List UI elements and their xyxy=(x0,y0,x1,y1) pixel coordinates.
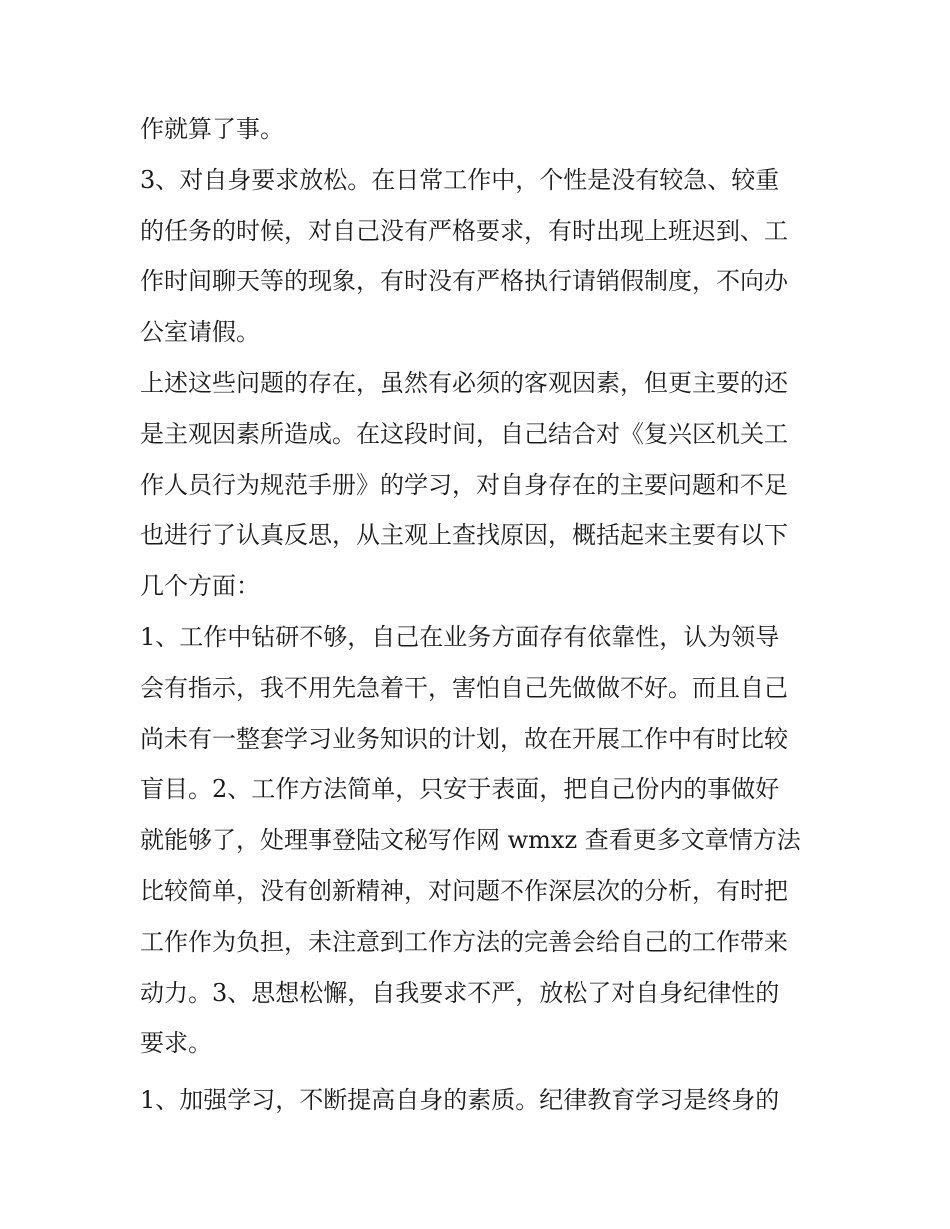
text-line: 是主观因素所造成。在这段时间，自己结合对《复兴区机关工 xyxy=(140,419,788,448)
text-line: 尚未有一整套学习业务知识的计划，故在开展工作中有时比较 xyxy=(140,724,788,753)
text-line: 3、对自身要求放松。在日常工作中，个性是没有较急、较重 xyxy=(140,165,780,194)
text-line: 作就算了事。 xyxy=(140,115,284,143)
text-line: 公室请假。 xyxy=(140,318,260,347)
text-line: 盲目。2、工作方法简单，只安于表面，把自己份内的事做好 xyxy=(140,775,780,804)
text-line: 几个方面： xyxy=(140,572,260,601)
text-line: 上述这些问题的存在，虽然有必须的客观因素，但更主要的还 xyxy=(140,368,788,397)
text-line: 工作作为负担，未注意到工作方法的完善会给自己的工作带来 xyxy=(140,927,788,956)
document-page xyxy=(140,104,820,1126)
text-line: 会有指示，我不用先急着干，害怕自己先做做不好。而且自己 xyxy=(140,673,788,702)
text-line: 动力。3、思想松懈，自我要求不严，放松了对自身纪律性的 xyxy=(140,978,780,1007)
text-line: 比较简单，没有创新精神，对问题不作深层次的分析，有时把 xyxy=(140,876,788,905)
text-line: 要求。 xyxy=(140,1029,212,1058)
text-line: 作时间聊天等的现象，有时没有严格执行请销假制度，不向办 xyxy=(140,267,788,296)
text-line: 就能够了，处理事登陆文秘写作网 wmxz 查看更多文章情方法 xyxy=(140,826,801,855)
text-line: 作人员行为规范手册》的学习，对自身存在的主要问题和不足 xyxy=(140,470,788,499)
text-line: 1、加强学习，不断提高自身的素质。纪律教育学习是终身的 xyxy=(140,1086,780,1115)
text-line: 1、工作中钻研不够，自己在业务方面存有依靠性，认为领导 xyxy=(140,622,780,651)
text-line: 的任务的时候，对自己没有严格要求，有时出现上班迟到、工 xyxy=(140,216,788,245)
text-line: 也进行了认真反思，从主观上查找原因，概括起来主要有以下 xyxy=(140,521,788,550)
